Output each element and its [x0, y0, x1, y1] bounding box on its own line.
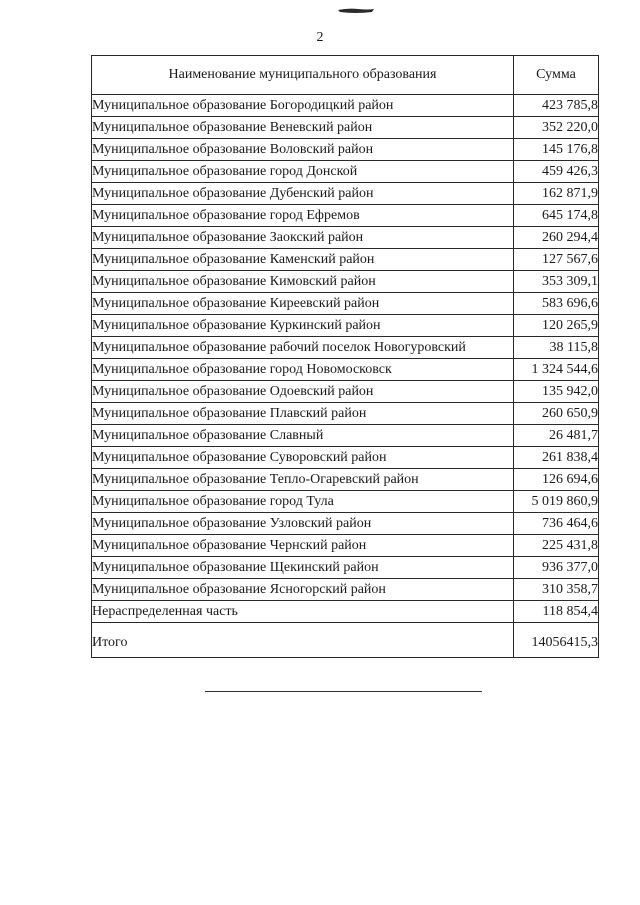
row-name: Муниципальное образование Славный — [92, 425, 514, 447]
row-name: Муниципальное образование Каменский район — [92, 249, 514, 271]
row-sum: 261 838,4 — [514, 447, 599, 469]
row-sum: 353 309,1 — [514, 271, 599, 293]
table-row — [92, 513, 599, 535]
row-name: Муниципальное образование Богородицкий район — [92, 95, 514, 117]
table-row — [92, 337, 599, 359]
table-row — [92, 557, 599, 579]
table-row — [92, 205, 599, 227]
row-sum: 120 265,9 — [514, 315, 599, 337]
total-label: Итого — [92, 623, 514, 658]
table-row — [92, 161, 599, 183]
row-sum: 352 220,0 — [514, 117, 599, 139]
total-sum: 14056415,3 — [514, 623, 599, 658]
row-sum: 135 942,0 — [514, 381, 599, 403]
row-sum: 459 426,3 — [514, 161, 599, 183]
table-row — [92, 315, 599, 337]
row-name: Муниципальное образование рабочий поселок Новогуровский — [92, 337, 514, 359]
row-name: Муниципальное образование Воловский район — [92, 139, 514, 161]
row-sum: 225 431,8 — [514, 535, 599, 557]
table-row — [92, 227, 599, 249]
row-sum: 736 464,6 — [514, 513, 599, 535]
row-sum: 145 176,8 — [514, 139, 599, 161]
row-name: Муниципальное образование Щекинский район — [92, 557, 514, 579]
row-sum: 118 854,4 — [514, 601, 599, 623]
top-margin-mark — [338, 8, 374, 14]
table-row — [92, 293, 599, 315]
table-row — [92, 601, 599, 623]
row-sum: 1 324 544,6 — [514, 359, 599, 381]
row-name: Муниципальное образование Ясногорский район — [92, 579, 514, 601]
page-number: 2 — [316, 30, 324, 45]
row-sum: 423 785,8 — [514, 95, 599, 117]
row-name: Муниципальное образование Кимовский район — [92, 271, 514, 293]
table-row — [92, 447, 599, 469]
row-name: Муниципальное образование Заокский район — [92, 227, 514, 249]
row-sum: 260 294,4 — [514, 227, 599, 249]
table-row — [92, 271, 599, 293]
row-sum: 260 650,9 — [514, 403, 599, 425]
row-sum: 162 871,9 — [514, 183, 599, 205]
closing-rule — [205, 691, 482, 692]
table-row — [92, 535, 599, 557]
row-name: Муниципальное образование Суворовский район — [92, 447, 514, 469]
table-row — [92, 469, 599, 491]
row-name: Муниципальное образование город Новомосковск — [92, 359, 514, 381]
header-sum: Сумма — [514, 56, 599, 95]
row-name: Муниципальное образование город Ефремов — [92, 205, 514, 227]
row-name: Муниципальное образование Тепло-Огаревский район — [92, 469, 514, 491]
row-name: Нераспределенная часть — [92, 601, 514, 623]
header-name: Наименование муниципального образования — [92, 56, 514, 95]
table-row — [92, 491, 599, 513]
table-row — [92, 249, 599, 271]
table-row — [92, 139, 599, 161]
row-name: Муниципальное образование Плавский район — [92, 403, 514, 425]
row-sum: 38 115,8 — [514, 337, 599, 359]
table-row — [92, 359, 599, 381]
row-sum: 127 567,6 — [514, 249, 599, 271]
row-name: Муниципальное образование город Донской — [92, 161, 514, 183]
row-name: Муниципальное образование город Тула — [92, 491, 514, 513]
table-row — [92, 403, 599, 425]
row-name: Муниципальное образование Дубенский район — [92, 183, 514, 205]
row-sum: 645 174,8 — [514, 205, 599, 227]
table-row — [92, 381, 599, 403]
allocation-table — [91, 55, 599, 658]
row-name: Муниципальное образование Узловский район — [92, 513, 514, 535]
table-row — [92, 117, 599, 139]
row-name: Муниципальное образование Киреевский район — [92, 293, 514, 315]
total-row — [92, 623, 599, 658]
row-sum: 26 481,7 — [514, 425, 599, 447]
row-sum: 126 694,6 — [514, 469, 599, 491]
table-row — [92, 183, 599, 205]
table-row — [92, 95, 599, 117]
row-sum: 5 019 860,9 — [514, 491, 599, 513]
row-sum: 310 358,7 — [514, 579, 599, 601]
table-row — [92, 425, 599, 447]
table-row — [92, 579, 599, 601]
row-sum: 583 696,6 — [514, 293, 599, 315]
row-name: Муниципальное образование Веневский район — [92, 117, 514, 139]
table-header-row — [92, 56, 599, 95]
row-name: Муниципальное образование Одоевский район — [92, 381, 514, 403]
row-name: Муниципальное образование Чернский район — [92, 535, 514, 557]
row-sum: 936 377,0 — [514, 557, 599, 579]
row-name: Муниципальное образование Куркинский район — [92, 315, 514, 337]
